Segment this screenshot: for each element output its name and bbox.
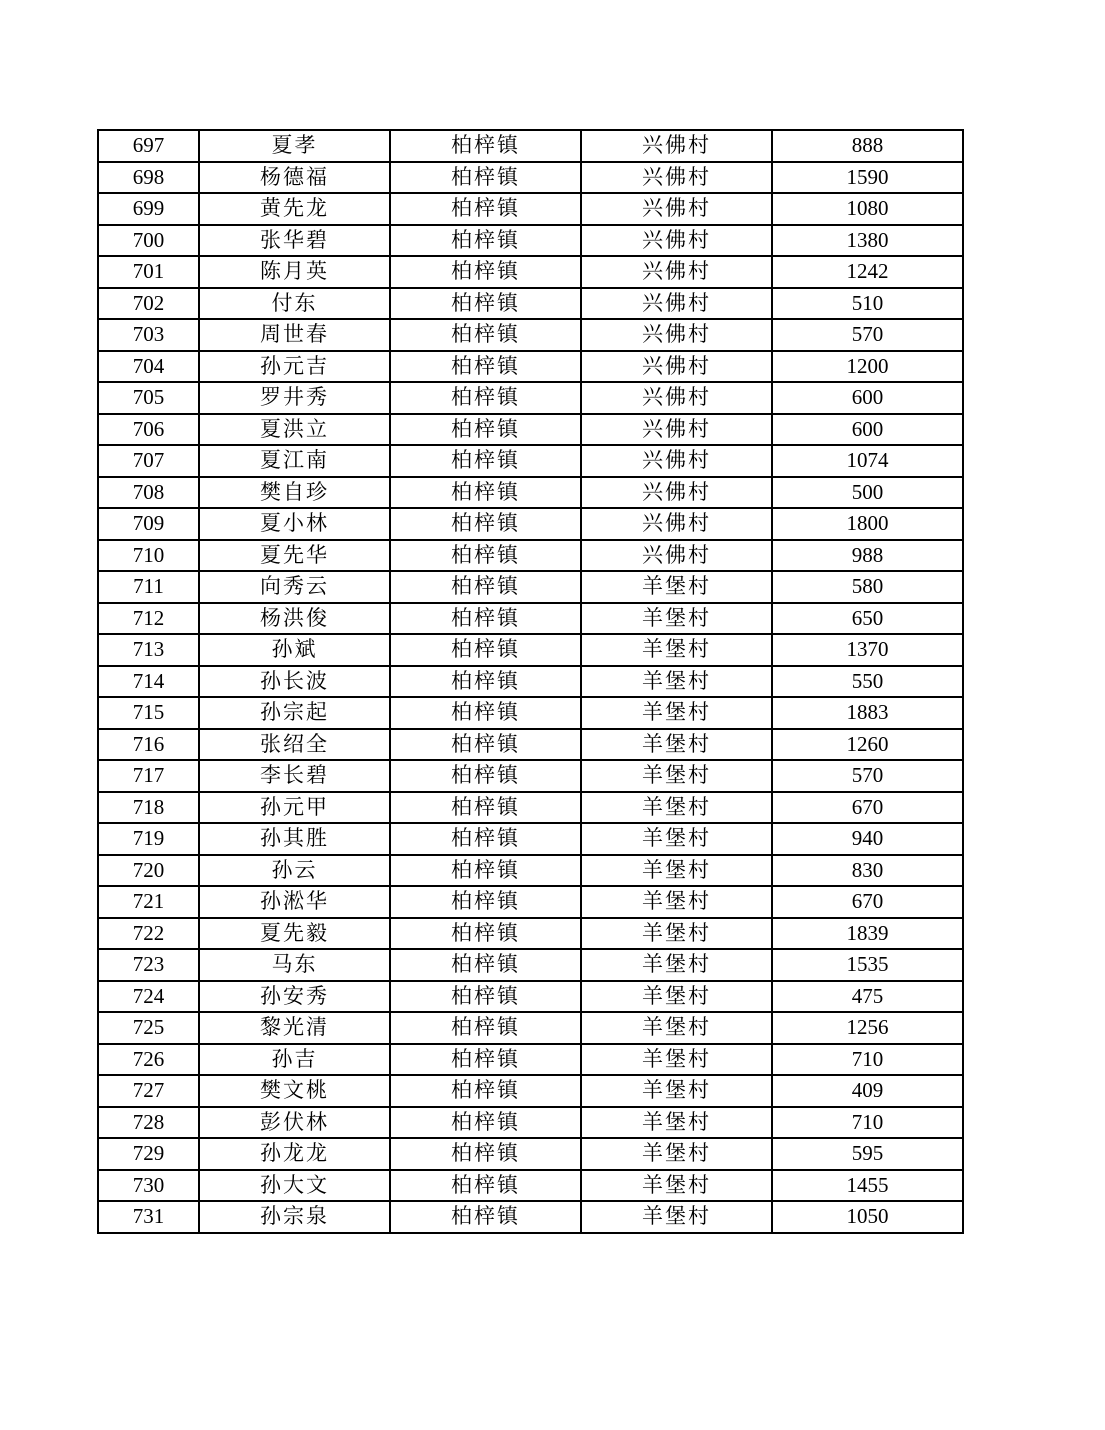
cell-name: 陈月英 [199, 256, 390, 288]
cell-village: 羊堡村 [581, 949, 772, 981]
table-row [98, 729, 963, 761]
cell-village: 羊堡村 [581, 760, 772, 792]
cell-number: 730 [98, 1170, 199, 1202]
cell-number: 708 [98, 477, 199, 509]
cell-village: 羊堡村 [581, 1138, 772, 1170]
cell-amount: 550 [772, 666, 963, 698]
cell-town: 柏梓镇 [390, 351, 581, 383]
cell-number: 707 [98, 445, 199, 477]
cell-amount: 1535 [772, 949, 963, 981]
cell-number: 726 [98, 1044, 199, 1076]
cell-number: 697 [98, 130, 199, 162]
cell-village: 兴佛村 [581, 508, 772, 540]
cell-village: 羊堡村 [581, 1201, 772, 1233]
cell-number: 722 [98, 918, 199, 950]
cell-village: 羊堡村 [581, 1075, 772, 1107]
table-row [98, 351, 963, 383]
cell-town: 柏梓镇 [390, 1107, 581, 1139]
table-row [98, 792, 963, 824]
cell-village: 羊堡村 [581, 1012, 772, 1044]
cell-town: 柏梓镇 [390, 477, 581, 509]
table-row [98, 1107, 963, 1139]
cell-amount: 988 [772, 540, 963, 572]
table-row [98, 1201, 963, 1233]
cell-number: 701 [98, 256, 199, 288]
cell-amount: 940 [772, 823, 963, 855]
cell-amount: 1455 [772, 1170, 963, 1202]
cell-town: 柏梓镇 [390, 603, 581, 635]
table-row [98, 823, 963, 855]
cell-name: 张华碧 [199, 225, 390, 257]
table-row [98, 886, 963, 918]
table-row [98, 540, 963, 572]
cell-village: 羊堡村 [581, 886, 772, 918]
cell-village: 兴佛村 [581, 225, 772, 257]
cell-name: 黎光清 [199, 1012, 390, 1044]
cell-town: 柏梓镇 [390, 571, 581, 603]
cell-amount: 830 [772, 855, 963, 887]
cell-village: 兴佛村 [581, 256, 772, 288]
cell-amount: 600 [772, 414, 963, 446]
table-row [98, 225, 963, 257]
cell-amount: 1839 [772, 918, 963, 950]
cell-village: 羊堡村 [581, 1107, 772, 1139]
cell-name: 彭伏林 [199, 1107, 390, 1139]
cell-name: 孙宗起 [199, 697, 390, 729]
cell-name: 孙淞华 [199, 886, 390, 918]
cell-amount: 1242 [772, 256, 963, 288]
cell-town: 柏梓镇 [390, 949, 581, 981]
cell-town: 柏梓镇 [390, 1044, 581, 1076]
cell-number: 724 [98, 981, 199, 1013]
cell-name: 黄先龙 [199, 193, 390, 225]
cell-amount: 570 [772, 319, 963, 351]
cell-number: 705 [98, 382, 199, 414]
cell-amount: 710 [772, 1044, 963, 1076]
cell-village: 兴佛村 [581, 288, 772, 320]
cell-number: 706 [98, 414, 199, 446]
table-row [98, 1012, 963, 1044]
cell-number: 721 [98, 886, 199, 918]
cell-village: 羊堡村 [581, 823, 772, 855]
cell-amount: 1080 [772, 193, 963, 225]
cell-town: 柏梓镇 [390, 130, 581, 162]
cell-number: 731 [98, 1201, 199, 1233]
cell-name: 孙云 [199, 855, 390, 887]
roster-table-body [98, 130, 963, 1233]
cell-name: 付东 [199, 288, 390, 320]
table-row [98, 697, 963, 729]
table-row [98, 130, 963, 162]
cell-name: 孙元甲 [199, 792, 390, 824]
cell-number: 728 [98, 1107, 199, 1139]
cell-village: 羊堡村 [581, 1170, 772, 1202]
cell-village: 兴佛村 [581, 319, 772, 351]
cell-number: 700 [98, 225, 199, 257]
table-row [98, 666, 963, 698]
cell-town: 柏梓镇 [390, 697, 581, 729]
cell-name: 夏江南 [199, 445, 390, 477]
cell-amount: 1380 [772, 225, 963, 257]
cell-number: 698 [98, 162, 199, 194]
cell-name: 孙宗泉 [199, 1201, 390, 1233]
cell-number: 719 [98, 823, 199, 855]
cell-amount: 500 [772, 477, 963, 509]
cell-village: 羊堡村 [581, 697, 772, 729]
cell-name: 张绍全 [199, 729, 390, 761]
cell-amount: 1883 [772, 697, 963, 729]
cell-name: 孙长波 [199, 666, 390, 698]
cell-name: 向秀云 [199, 571, 390, 603]
table-row [98, 445, 963, 477]
cell-town: 柏梓镇 [390, 382, 581, 414]
cell-number: 725 [98, 1012, 199, 1044]
table-row [98, 1138, 963, 1170]
table-row [98, 855, 963, 887]
table-row [98, 918, 963, 950]
cell-amount: 570 [772, 760, 963, 792]
cell-village: 兴佛村 [581, 351, 772, 383]
cell-name: 夏孝 [199, 130, 390, 162]
cell-town: 柏梓镇 [390, 981, 581, 1013]
cell-name: 夏先华 [199, 540, 390, 572]
cell-village: 羊堡村 [581, 918, 772, 950]
cell-town: 柏梓镇 [390, 225, 581, 257]
cell-name: 孙龙龙 [199, 1138, 390, 1170]
cell-town: 柏梓镇 [390, 508, 581, 540]
cell-village: 兴佛村 [581, 162, 772, 194]
cell-name: 樊文桃 [199, 1075, 390, 1107]
cell-amount: 650 [772, 603, 963, 635]
cell-amount: 888 [772, 130, 963, 162]
cell-town: 柏梓镇 [390, 823, 581, 855]
cell-name: 孙安秀 [199, 981, 390, 1013]
cell-town: 柏梓镇 [390, 193, 581, 225]
table-row [98, 634, 963, 666]
table-row [98, 288, 963, 320]
cell-amount: 600 [772, 382, 963, 414]
cell-amount: 1074 [772, 445, 963, 477]
cell-village: 羊堡村 [581, 1044, 772, 1076]
cell-name: 杨洪俊 [199, 603, 390, 635]
cell-name: 孙大文 [199, 1170, 390, 1202]
cell-number: 713 [98, 634, 199, 666]
cell-name: 夏先毅 [199, 918, 390, 950]
cell-name: 周世春 [199, 319, 390, 351]
cell-number: 709 [98, 508, 199, 540]
cell-name: 孙元吉 [199, 351, 390, 383]
cell-town: 柏梓镇 [390, 886, 581, 918]
cell-town: 柏梓镇 [390, 162, 581, 194]
cell-number: 723 [98, 949, 199, 981]
cell-town: 柏梓镇 [390, 1075, 581, 1107]
table-row [98, 414, 963, 446]
cell-town: 柏梓镇 [390, 256, 581, 288]
cell-town: 柏梓镇 [390, 540, 581, 572]
cell-village: 羊堡村 [581, 792, 772, 824]
cell-number: 727 [98, 1075, 199, 1107]
table-row [98, 603, 963, 635]
cell-amount: 1260 [772, 729, 963, 761]
table-row [98, 760, 963, 792]
cell-name: 樊自珍 [199, 477, 390, 509]
cell-number: 712 [98, 603, 199, 635]
cell-town: 柏梓镇 [390, 792, 581, 824]
cell-village: 羊堡村 [581, 603, 772, 635]
table-row [98, 382, 963, 414]
cell-number: 704 [98, 351, 199, 383]
cell-amount: 510 [772, 288, 963, 320]
cell-number: 715 [98, 697, 199, 729]
table-row [98, 981, 963, 1013]
table-row [98, 949, 963, 981]
cell-name: 马东 [199, 949, 390, 981]
cell-number: 717 [98, 760, 199, 792]
table-row [98, 319, 963, 351]
cell-amount: 710 [772, 1107, 963, 1139]
cell-town: 柏梓镇 [390, 319, 581, 351]
cell-village: 羊堡村 [581, 634, 772, 666]
cell-number: 711 [98, 571, 199, 603]
table-row [98, 193, 963, 225]
cell-town: 柏梓镇 [390, 729, 581, 761]
cell-village: 兴佛村 [581, 130, 772, 162]
cell-name: 孙斌 [199, 634, 390, 666]
cell-village: 兴佛村 [581, 540, 772, 572]
cell-village: 兴佛村 [581, 414, 772, 446]
table-row [98, 571, 963, 603]
cell-amount: 670 [772, 886, 963, 918]
cell-number: 710 [98, 540, 199, 572]
cell-village: 羊堡村 [581, 729, 772, 761]
cell-town: 柏梓镇 [390, 1138, 581, 1170]
cell-name: 杨德福 [199, 162, 390, 194]
cell-name: 孙其胜 [199, 823, 390, 855]
cell-amount: 409 [772, 1075, 963, 1107]
cell-number: 716 [98, 729, 199, 761]
cell-number: 718 [98, 792, 199, 824]
cell-amount: 475 [772, 981, 963, 1013]
table-row [98, 1044, 963, 1076]
cell-number: 699 [98, 193, 199, 225]
table-row [98, 1075, 963, 1107]
cell-village: 兴佛村 [581, 382, 772, 414]
cell-number: 729 [98, 1138, 199, 1170]
cell-town: 柏梓镇 [390, 288, 581, 320]
table-row [98, 477, 963, 509]
cell-amount: 1800 [772, 508, 963, 540]
cell-village: 羊堡村 [581, 855, 772, 887]
cell-town: 柏梓镇 [390, 1170, 581, 1202]
cell-number: 702 [98, 288, 199, 320]
cell-town: 柏梓镇 [390, 666, 581, 698]
cell-village: 兴佛村 [581, 193, 772, 225]
cell-village: 羊堡村 [581, 666, 772, 698]
cell-village: 兴佛村 [581, 477, 772, 509]
cell-town: 柏梓镇 [390, 1012, 581, 1044]
cell-amount: 1370 [772, 634, 963, 666]
cell-name: 李长碧 [199, 760, 390, 792]
roster-table [97, 129, 964, 1234]
cell-amount: 1590 [772, 162, 963, 194]
cell-number: 703 [98, 319, 199, 351]
cell-amount: 595 [772, 1138, 963, 1170]
cell-number: 720 [98, 855, 199, 887]
cell-name: 罗井秀 [199, 382, 390, 414]
cell-town: 柏梓镇 [390, 414, 581, 446]
cell-town: 柏梓镇 [390, 445, 581, 477]
cell-town: 柏梓镇 [390, 760, 581, 792]
cell-village: 羊堡村 [581, 571, 772, 603]
cell-number: 714 [98, 666, 199, 698]
cell-amount: 670 [772, 792, 963, 824]
cell-name: 夏小林 [199, 508, 390, 540]
cell-town: 柏梓镇 [390, 855, 581, 887]
cell-amount: 580 [772, 571, 963, 603]
cell-amount: 1256 [772, 1012, 963, 1044]
cell-name: 夏洪立 [199, 414, 390, 446]
cell-town: 柏梓镇 [390, 634, 581, 666]
cell-town: 柏梓镇 [390, 918, 581, 950]
cell-amount: 1050 [772, 1201, 963, 1233]
cell-amount: 1200 [772, 351, 963, 383]
cell-town: 柏梓镇 [390, 1201, 581, 1233]
table-row [98, 162, 963, 194]
cell-village: 兴佛村 [581, 445, 772, 477]
cell-village: 羊堡村 [581, 981, 772, 1013]
table-row [98, 256, 963, 288]
cell-name: 孙吉 [199, 1044, 390, 1076]
table-row [98, 508, 963, 540]
table-row [98, 1170, 963, 1202]
